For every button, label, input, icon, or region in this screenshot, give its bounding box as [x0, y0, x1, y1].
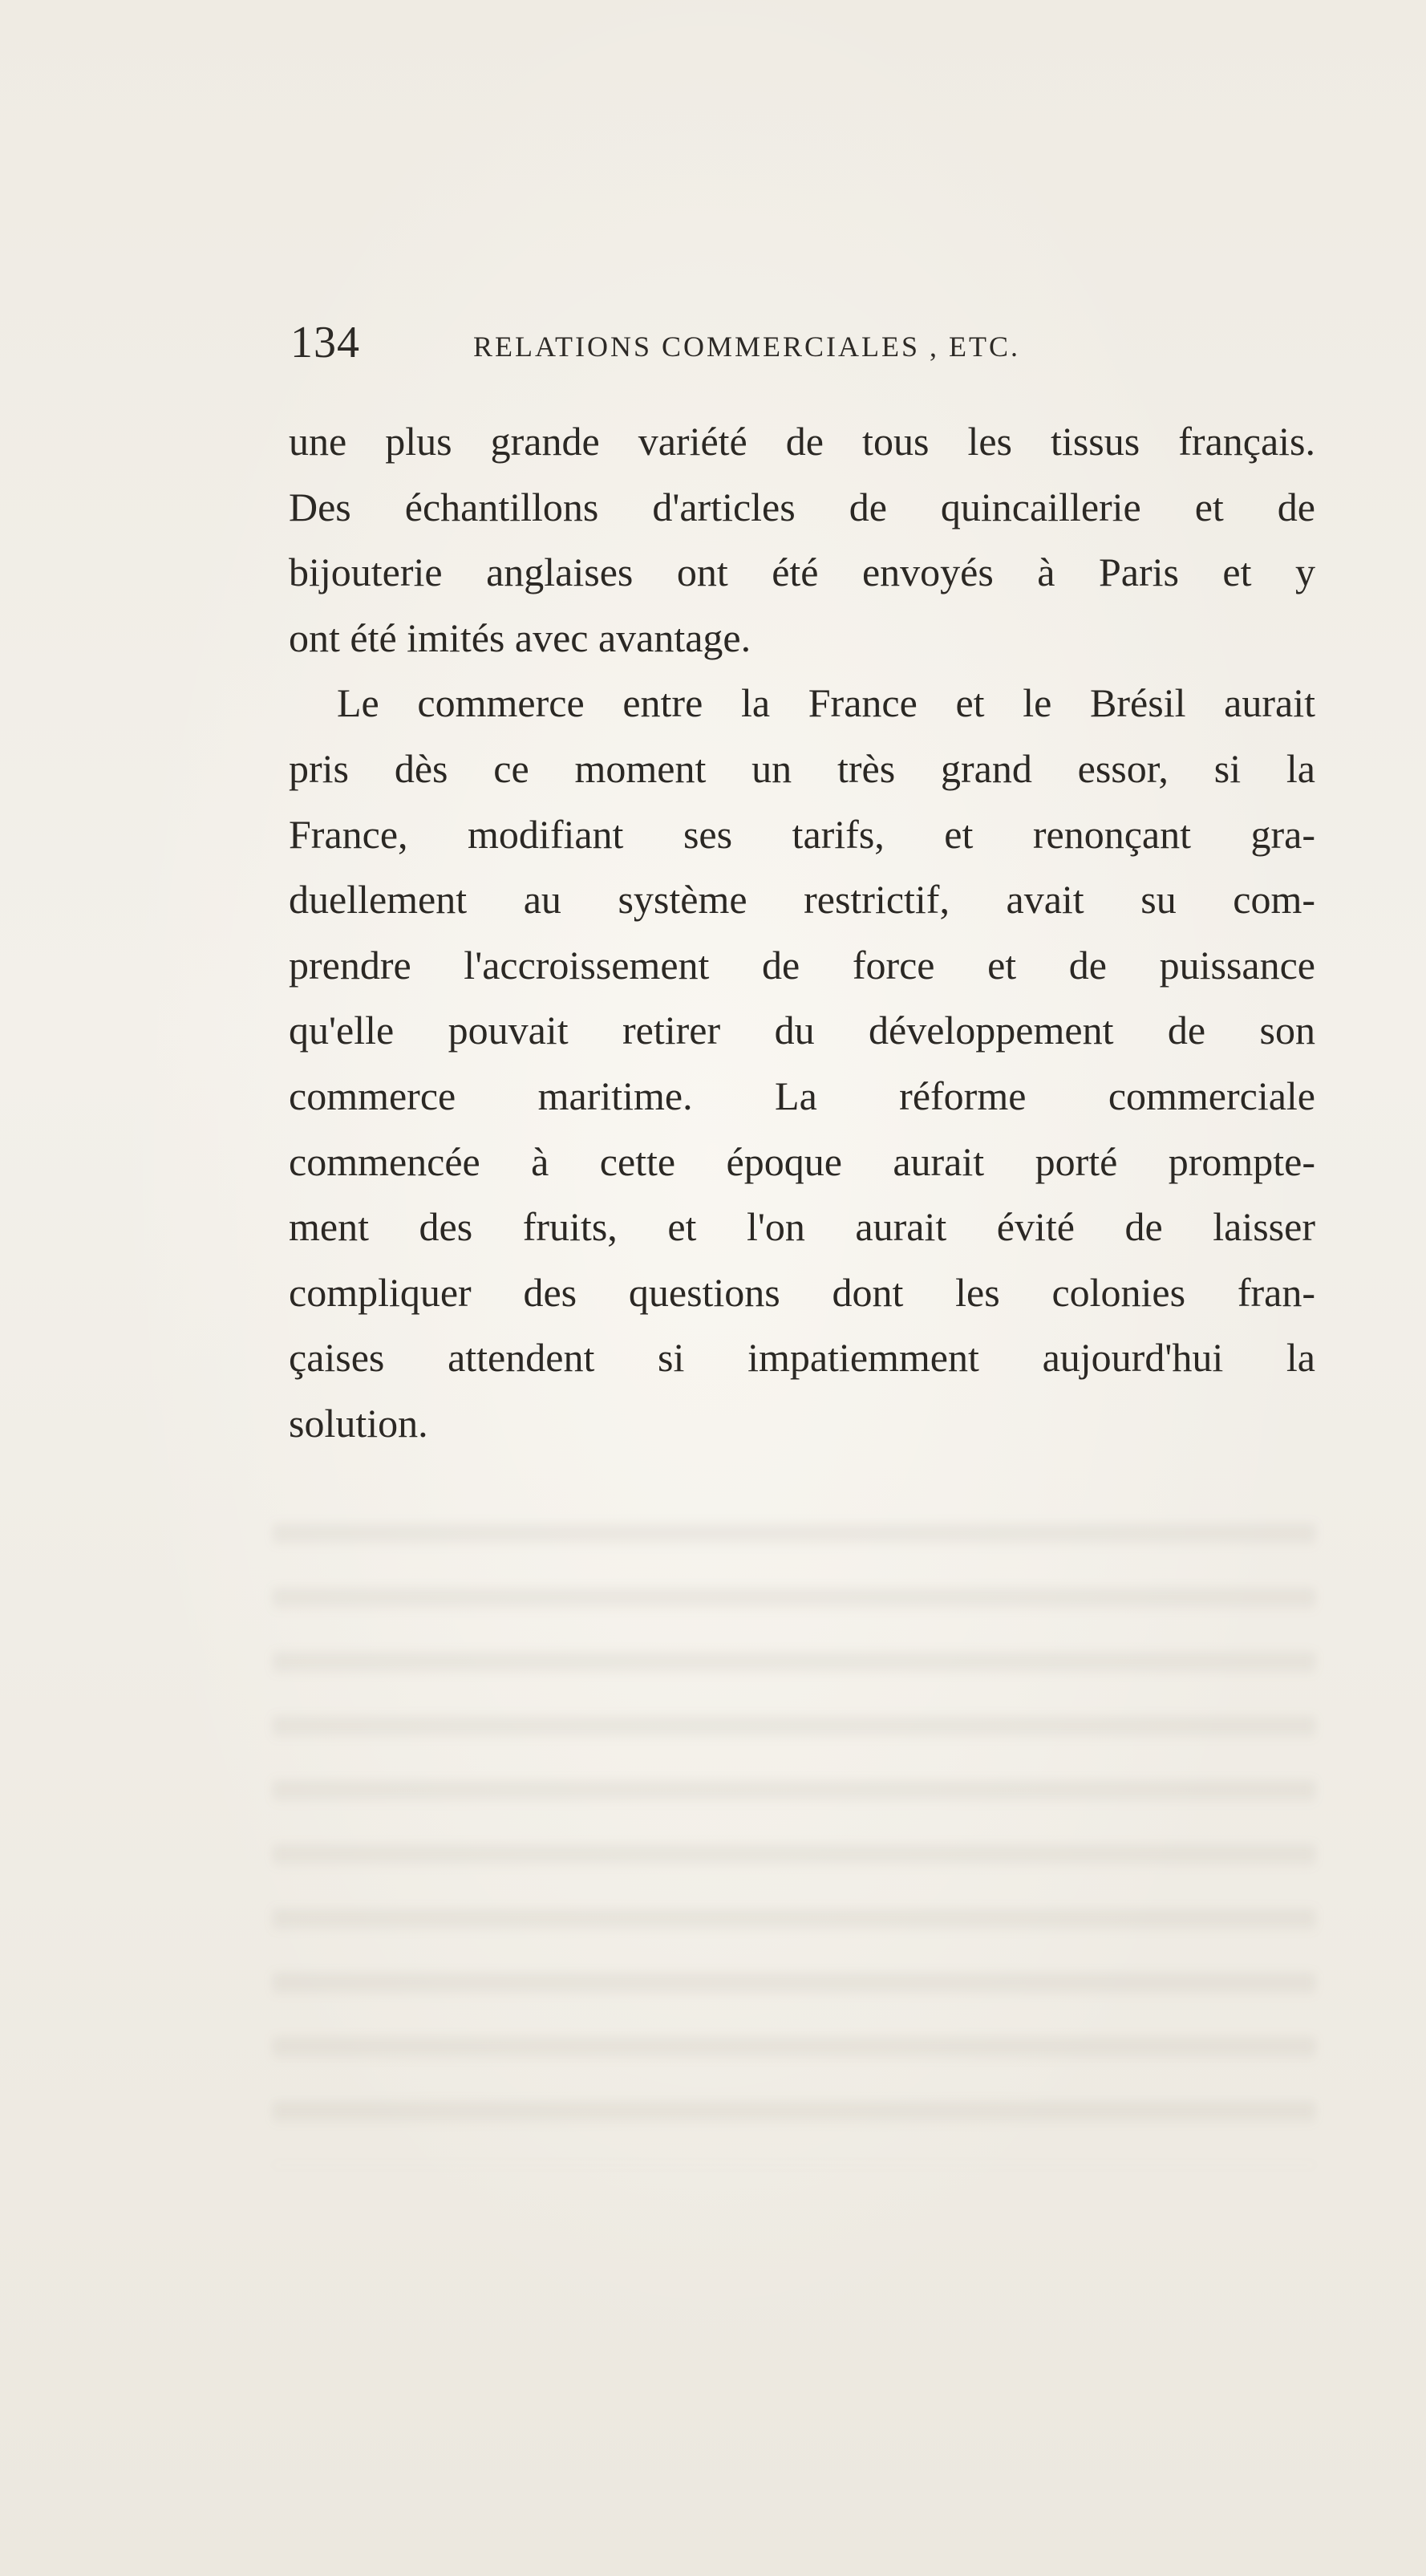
text-line: commerce maritime. La réforme commerciale: [289, 1073, 1315, 1118]
page-header: [290, 317, 1118, 381]
text-line: ont été imités avec avantage.: [289, 615, 751, 660]
text-line: qu'elle pouvait retirer du développement de son: [289, 1008, 1315, 1053]
text-line: compliquer des questions dont les colonies fran-: [289, 1269, 1315, 1315]
text-line: ment des fruits, et l'on aurait évité de laisser: [289, 1204, 1315, 1250]
paragraph-start-line: Le commerce entre la France et le Brésil aurait: [337, 680, 1315, 726]
text-line: bijouterie anglaises ont été envoyés à Paris et y: [289, 550, 1315, 595]
running-head: RELATIONS COMMERCIALES , ETC.: [473, 331, 1021, 363]
body-text: [289, 409, 1315, 1457]
text-line: une plus grande variété de tous les tissus français.: [289, 419, 1315, 464]
text-line: duellement au système restrictif, avait su com-: [289, 877, 1315, 923]
text-line: çaises attendent si impatiemment aujourd'hui la: [289, 1335, 1315, 1381]
text-line: Des échantillons d'articles de quincaillerie et de: [289, 484, 1315, 529]
show-through: [273, 1484, 1315, 2166]
page-number: 134: [290, 318, 360, 367]
text-line: pris dès ce moment un très grand essor, si la: [289, 745, 1315, 791]
text-line: commencée à cette époque aurait porté prompte-: [289, 1138, 1315, 1184]
text-line: solution.: [289, 1400, 428, 1446]
text-line: prendre l'accroissement de force et de puissance: [289, 942, 1315, 988]
text-line: France, modifiant ses tarifs, et renonçant gra-: [289, 811, 1315, 857]
